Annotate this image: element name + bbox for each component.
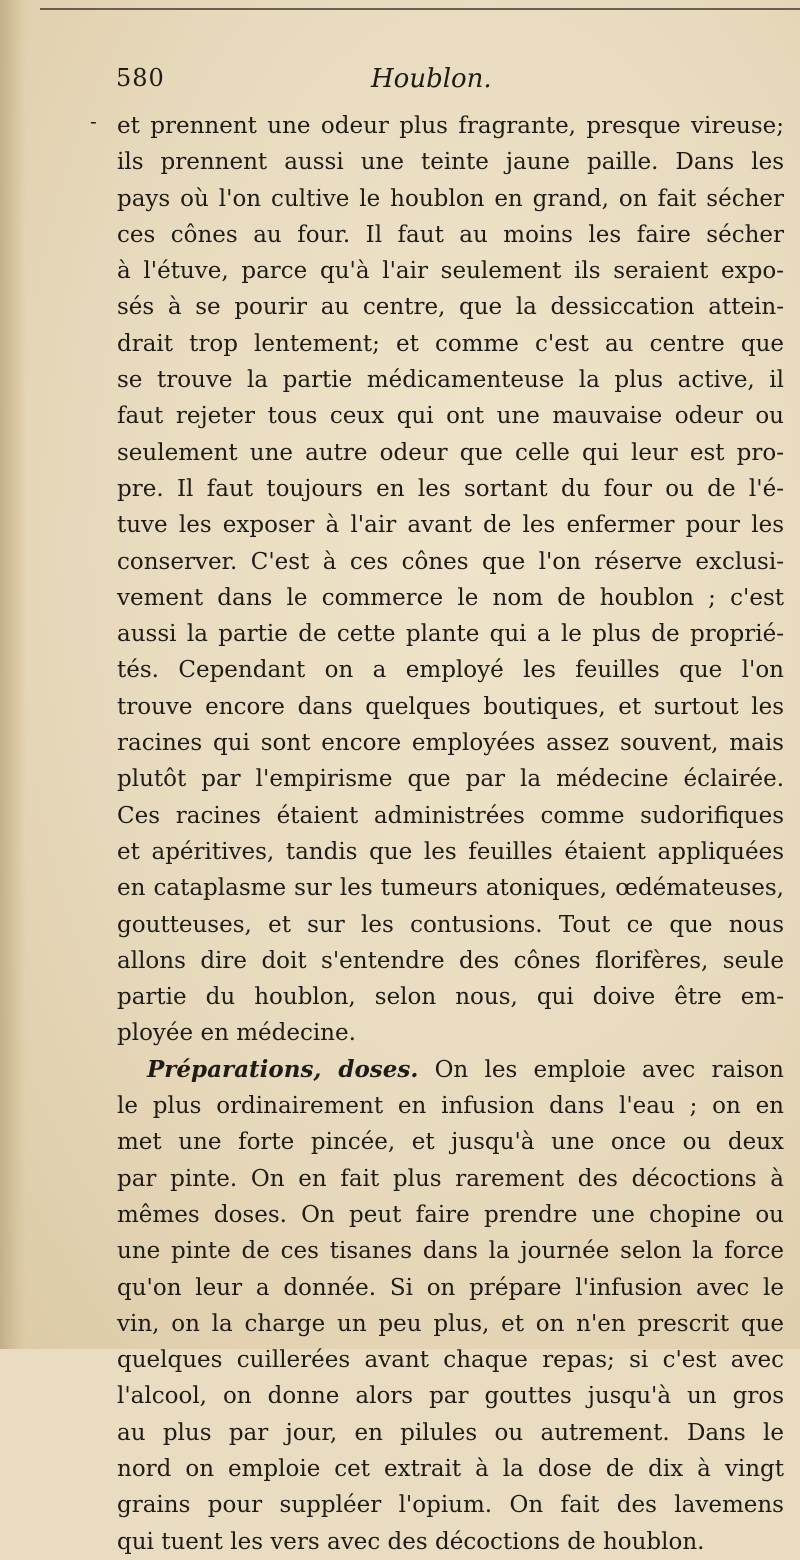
text-line: pays où l'on cultive le houblon en grand, on fait sécher	[117, 185, 784, 212]
text-line: drait trop lentement; et comme c'est au centre que	[117, 330, 784, 357]
text-line: vement dans le commerce le nom de houblon ; c'est	[117, 584, 784, 611]
text-line: au plus par jour, en pilules ou autrement. Dans le	[117, 1419, 784, 1446]
running-title: Houblon.	[371, 64, 492, 94]
text-line: goutteuses, et sur les contusions. Tout ce que nous	[117, 911, 784, 938]
text-line: ployée en médecine.	[117, 1020, 356, 1047]
text-line: et apéritives, tandis que les feuilles étaient appliquées	[117, 838, 784, 865]
text-line: seulement une autre odeur que celle qui leur est pro-	[117, 439, 784, 466]
page-header	[116, 64, 776, 100]
section-heading: Préparations, doses.	[147, 1055, 419, 1083]
page-number: 580	[116, 64, 165, 92]
text-line: conserver. C'est à ces cônes que l'on réserve exclusi-	[117, 548, 784, 575]
text-line: partie du houblon, selon nous, qui doive être em-	[117, 984, 784, 1011]
text-line: le plus ordinairement en infusion dans l'eau ; on en	[117, 1093, 784, 1120]
text-line: allons dire doit s'entendre des cônes florifères, seule	[117, 947, 784, 974]
text-line: ces cônes au four. Il faut au moins les faire sécher	[117, 221, 784, 248]
text-line: ils prennent aussi une teinte jaune paille. Dans les	[117, 149, 784, 176]
text-line: plutôt par l'empirisme que par la médecine éclairée.	[117, 766, 784, 793]
text-line: vin, on la charge un peu plus, et on n'en prescrit que	[117, 1310, 784, 1337]
text-line: sés à se pourir au centre, que la dessiccation attein-	[117, 294, 784, 321]
text-line: tés. Cependant on a employé les feuilles que l'on	[117, 657, 784, 684]
text-line: à l'étuve, parce qu'à l'air seulement ils seraient expo-	[117, 258, 784, 285]
text-line: faut rejeter tous ceux qui ont une mauvaise odeur ou	[117, 403, 784, 430]
text-line: tuve les exposer à l'air avant de les enfermer pour les	[117, 512, 784, 539]
text-line: qui tuent les vers avec des décoctions de houblon.	[117, 1528, 705, 1555]
text-line: met une forte pincée, et jusqu'à une once ou deux	[117, 1129, 784, 1156]
text-line: pre. Il faut toujours en les sortant du four ou de l'é-	[117, 475, 784, 502]
text-line: nord on emploie cet extrait à la dose de dix à vingt	[117, 1455, 784, 1482]
text-line: mêmes doses. On peut faire prendre une chopine ou	[117, 1201, 784, 1228]
margin-mark: -	[90, 109, 97, 133]
text-line: qu'on leur a donnée. Si on prépare l'infusion avec le	[117, 1274, 784, 1301]
text-line: une pinte de ces tisanes dans la journée selon la force	[117, 1238, 784, 1265]
text-line: grains pour suppléer l'opium. On fait des lavemens	[117, 1492, 784, 1519]
text-line: se trouve la partie médicamenteuse la plus active, il	[117, 367, 784, 394]
page-gutter-shadow	[0, 0, 26, 1349]
body-text	[117, 108, 784, 1560]
text-line: racines qui sont encore employées assez souvent, mais	[117, 730, 784, 757]
section-first-line-text: On les emploie avec raison	[434, 1056, 784, 1083]
text-line: et prennent une odeur plus fragrante, presque vireuse;	[117, 113, 784, 139]
text-line: l'alcool, on donne alors par gouttes jusqu'à un gros	[117, 1383, 784, 1410]
text-line: trouve encore dans quelques boutiques, et surtout les	[117, 693, 784, 720]
text-line: Ces racines étaient administrées comme sudorifiques	[117, 802, 784, 829]
text-line: quelques cuillerées avant chaque repas; si c'est avec	[117, 1347, 784, 1374]
text-line: par pinte. On en fait plus rarement des décoctions à	[117, 1165, 784, 1192]
text-line: en cataplasme sur les tumeurs atoniques, œdémateuses,	[117, 875, 784, 902]
text-line: aussi la partie de cette plante qui a le plus de proprié-	[117, 621, 784, 648]
section-first-line	[117, 1052, 784, 1088]
top-rule	[40, 8, 800, 10]
